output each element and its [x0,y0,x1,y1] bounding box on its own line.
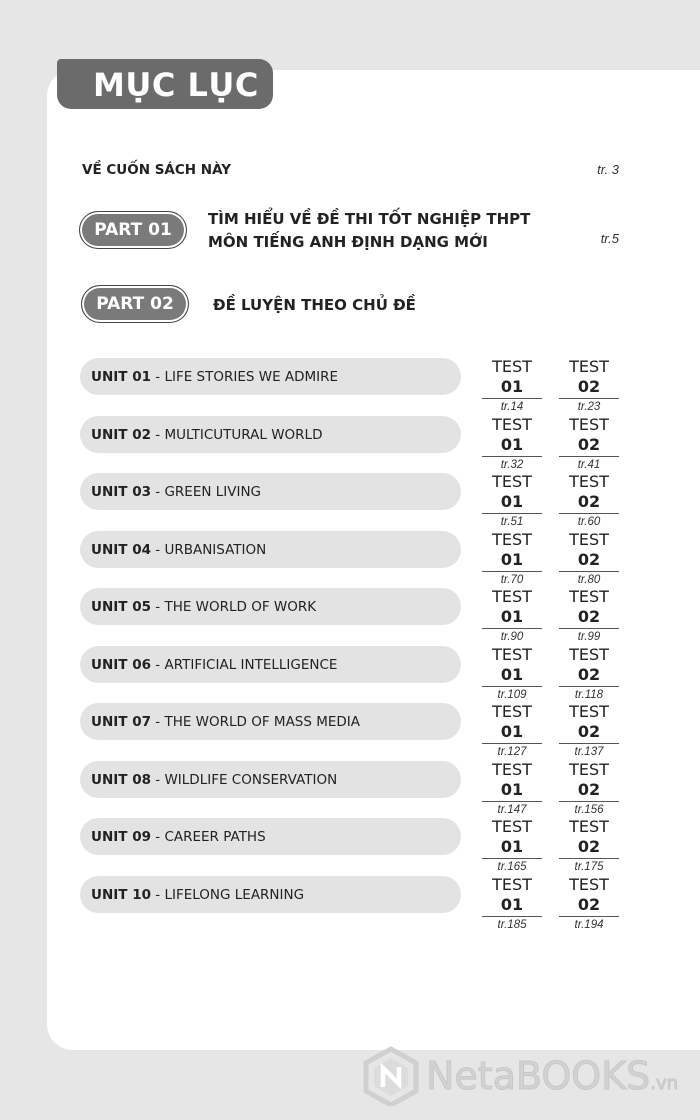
test-label [482,702,542,744]
test-label [559,645,619,687]
test-number: 01 [500,894,524,914]
unit-list [80,358,640,933]
test-entry [559,472,619,531]
test-word: TEST [492,357,532,376]
unit-separator: - [150,829,165,845]
unit-row [80,531,640,589]
test-word: TEST [569,759,609,779]
unit-title [80,416,461,453]
unit-title [80,761,461,798]
test-page-number: tr.137 [574,746,604,758]
test-number: 01 [500,492,524,511]
test-page-number: tr.60 [577,516,601,528]
unit-title [80,473,461,510]
test-word: TEST [569,529,609,549]
unit-row [80,646,640,704]
test-number: 01 [500,837,524,856]
unit-title [80,358,461,395]
watermark-brand: NetaBOOKS [426,1054,651,1098]
watermark-suffix: .vn [650,1073,679,1094]
test-page-number: tr.185 [497,918,527,931]
test-label [559,472,619,514]
test-page-number: tr.70 [500,573,524,586]
unit-title [80,703,461,740]
unit-name: URBANISATION [164,541,267,558]
test-word: TEST [492,529,532,549]
test-label [559,760,619,802]
unit-title [80,646,461,683]
part-02-title-line-1: ĐỀ LUYỆN THEO CHỦ ĐỀ [213,296,416,314]
test-label [482,587,542,629]
unit-row [80,588,640,646]
test-entry [559,357,619,416]
test-page-number: tr.127 [497,746,527,758]
test-page-number: tr.147 [497,803,527,816]
unit-row [80,416,640,474]
part-02-title [213,294,416,317]
test-page-number: tr.51 [500,516,524,528]
test-word: TEST [569,587,609,606]
test-entry [482,875,542,934]
unit-row [80,818,640,876]
test-entry [559,875,619,934]
test-number: 01 [500,722,524,741]
test-label [559,702,619,744]
test-number: 01 [500,549,524,569]
test-entry [559,415,619,474]
test-word: TEST [569,874,609,894]
unit-name: THE WORLD OF MASS MEDIA [164,714,361,730]
test-entry [559,760,619,819]
unit-code: UNIT 02 [91,426,151,443]
test-number: 02 [577,434,601,454]
test-word: TEST [569,817,609,836]
test-page-number: tr.99 [577,631,601,643]
test-entry [482,587,542,646]
unit-code: UNIT 04 [91,541,151,558]
unit-separator: - [150,886,165,903]
test-label [482,472,542,514]
test-label [482,645,542,687]
test-page-number: tr.23 [577,401,601,413]
test-word: TEST [492,472,532,491]
unit-code: UNIT 03 [91,484,151,500]
test-word: TEST [569,472,609,491]
unit-separator: - [150,541,165,558]
watermark [362,1044,692,1108]
test-number: 01 [500,779,524,799]
unit-separator: - [150,426,165,443]
unit-row [80,876,640,934]
unit-name: LIFELONG LEARNING [164,886,305,903]
test-number: 02 [577,664,601,684]
unit-name: LIFE STORIES WE ADMIRE [164,369,339,385]
test-page-number: tr.14 [500,401,524,413]
unit-name: WILDLIFE CONSERVATION [164,771,338,788]
test-label [482,760,542,802]
part-01-title [208,208,530,254]
watermark-text [426,1054,678,1098]
unit-name: CAREER PATHS [164,829,266,845]
test-label [559,875,619,917]
test-word: TEST [492,414,532,434]
unit-code: UNIT 07 [91,714,151,730]
unit-separator: - [150,599,165,615]
test-label [559,817,619,859]
test-number: 01 [500,434,524,454]
test-label [559,530,619,572]
test-label [559,357,619,399]
test-word: TEST [492,587,532,606]
test-number: 02 [577,779,601,799]
unit-code: UNIT 06 [91,656,151,673]
test-word: TEST [492,874,532,894]
test-number: 01 [500,377,524,396]
test-page-number: tr.194 [574,918,604,931]
test-page-number: tr.165 [497,861,527,873]
unit-title [80,818,461,855]
unit-name: MULTICUTURAL WORLD [164,426,323,443]
unit-title [80,588,461,625]
page-title: MỤC LỤC [57,59,273,109]
test-word: TEST [492,702,532,721]
test-number: 01 [500,664,524,684]
intro-page-number: tr. 3 [597,162,619,177]
unit-title [80,876,461,913]
test-page-number: tr.90 [500,631,524,643]
unit-separator: - [150,369,165,385]
test-entry [559,645,619,704]
unit-separator: - [150,771,165,788]
test-word: TEST [492,644,532,664]
test-page-number: tr.109 [497,688,527,701]
test-entry [559,817,619,876]
unit-name: ARTIFICIAL INTELLIGENCE [164,656,338,673]
test-label [482,415,542,457]
unit-row [80,473,640,531]
test-word: TEST [569,702,609,721]
test-entry [482,702,542,761]
unit-code: UNIT 05 [91,599,151,615]
unit-row [80,703,640,761]
unit-title [80,531,461,568]
part-01-title-line-1: TÌM HIỂU VỀ ĐỀ THI TỐT NGHIỆP THPT [208,210,531,228]
test-word: TEST [569,414,609,434]
unit-name: THE WORLD OF WORK [164,599,317,615]
test-number: 02 [577,894,601,914]
test-entry [482,415,542,474]
test-entry [482,530,542,589]
test-page-number: tr.156 [574,803,604,816]
unit-separator: - [150,714,165,730]
test-entry [482,645,542,704]
test-label [559,415,619,457]
test-page-number: tr.118 [574,688,604,701]
test-entry [482,357,542,416]
test-number: 02 [577,377,601,396]
test-entry [559,702,619,761]
part-01-badge: PART 01 [79,211,187,249]
unit-code: UNIT 10 [91,886,151,903]
test-number: 02 [577,837,601,856]
test-word: TEST [569,357,609,376]
unit-row [80,761,640,819]
unit-code: UNIT 08 [91,771,151,788]
test-page-number: tr.175 [574,861,604,873]
test-entry [482,760,542,819]
test-label [482,875,542,917]
test-label [482,357,542,399]
test-number: 01 [500,607,524,626]
test-number: 02 [577,492,601,511]
test-entry [559,530,619,589]
part-02-badge: PART 02 [81,285,189,323]
unit-separator: - [150,484,165,500]
test-entry [482,817,542,876]
test-page-number: tr.80 [577,573,601,586]
netabooks-logo-icon [362,1046,420,1106]
test-page-number: tr.32 [500,458,524,471]
test-word: TEST [492,817,532,836]
part-01-title-line-2: MÔN TIẾNG ANH ĐỊNH DẠNG MỚI [208,233,488,251]
test-label [482,530,542,572]
unit-code: UNIT 01 [91,369,151,385]
unit-name: GREEN LIVING [164,484,262,500]
test-number: 02 [577,607,601,626]
test-number: 02 [577,722,601,741]
test-label [559,587,619,629]
unit-separator: - [150,656,165,673]
part-01-page-number: tr.5 [600,231,619,246]
test-entry [559,587,619,646]
unit-row [80,358,640,416]
test-word: TEST [569,644,609,664]
test-word: TEST [492,759,532,779]
test-entry [482,472,542,531]
unit-code: UNIT 09 [91,829,151,845]
test-page-number: tr.41 [577,458,601,471]
intro-entry: VỀ CUỐN SÁCH NÀY [82,162,232,178]
test-number: 02 [577,549,601,569]
test-label [482,817,542,859]
